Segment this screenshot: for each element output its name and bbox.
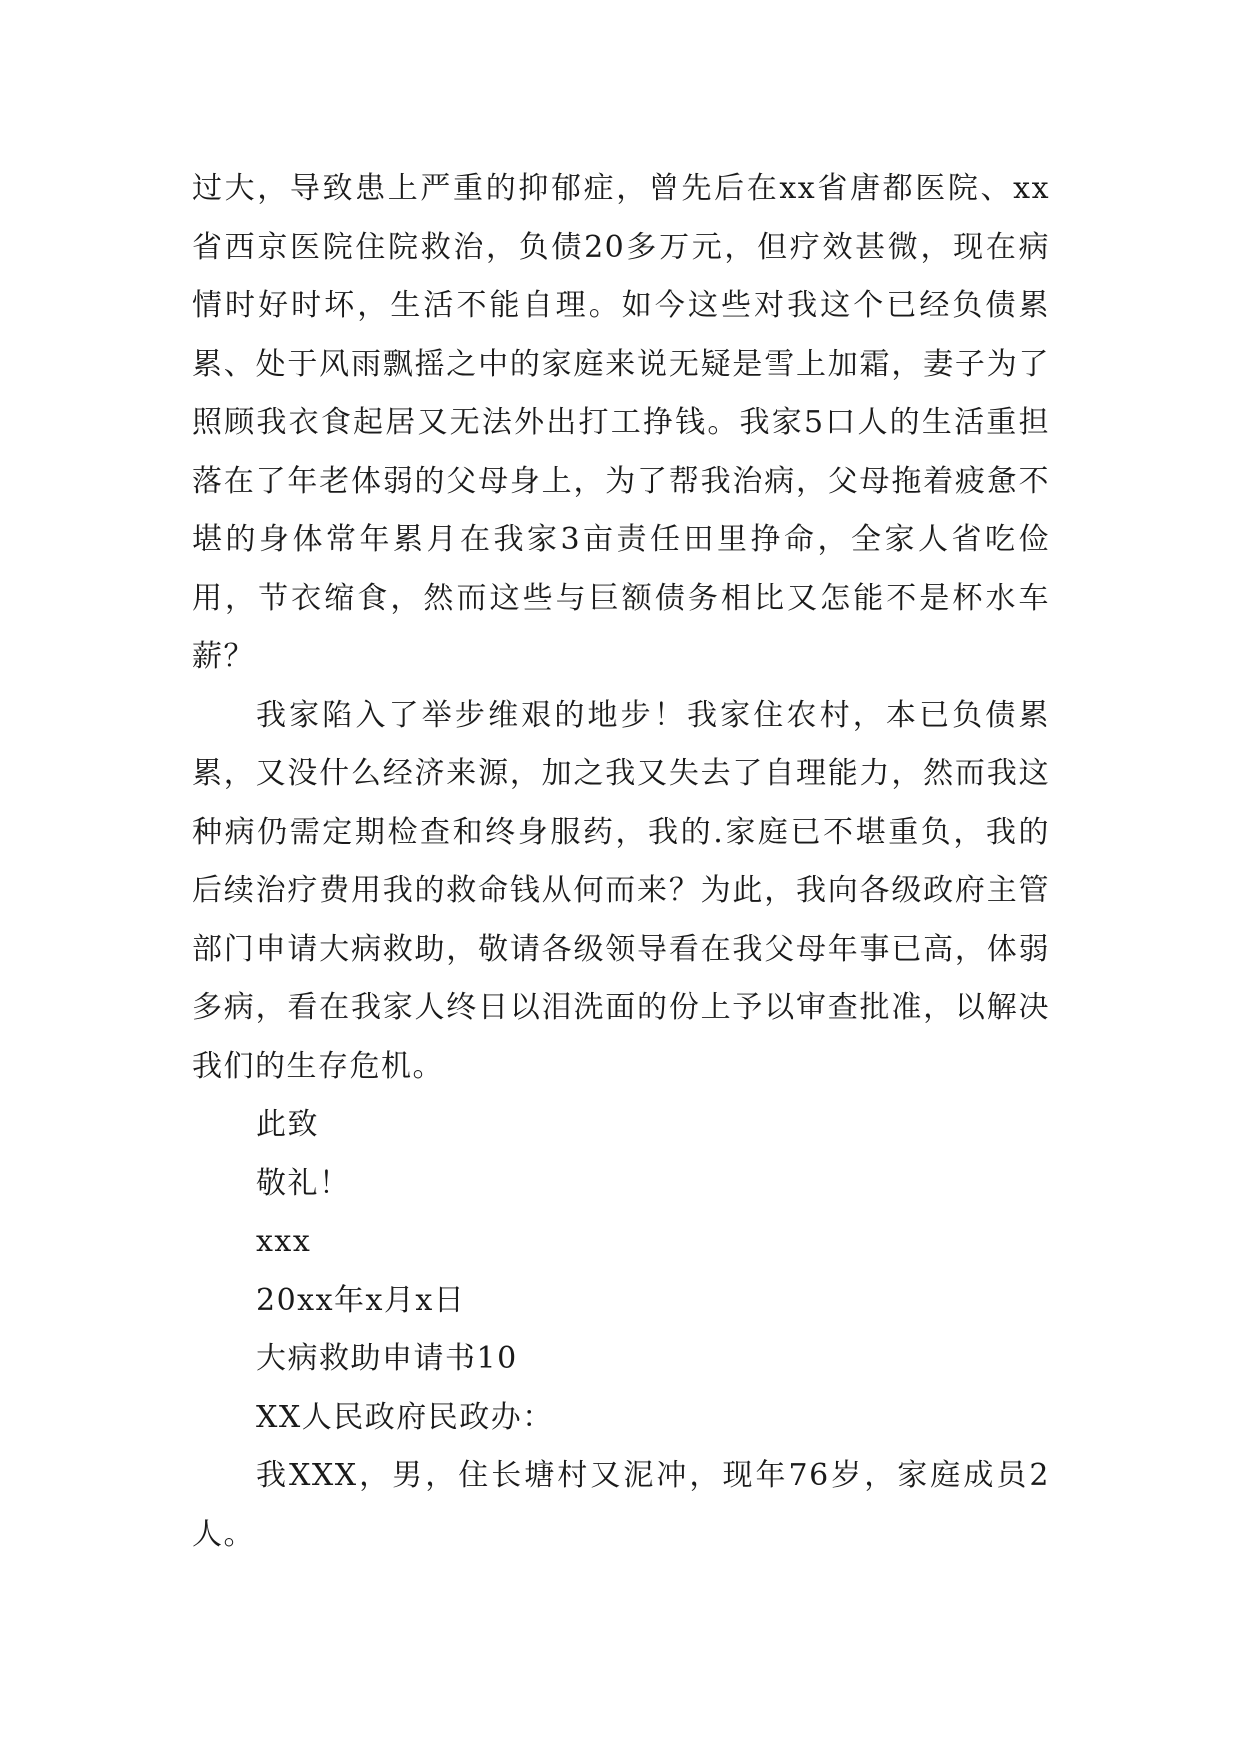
body-paragraph-continued: 过大，导致患上严重的抑郁症，曾先后在xx省唐都医院、xx省西京医院住院救治，负债20多万元，但疗效甚微，现在病情时好时坏，生活不能自理。如今这些对我这个已经负债累累、处于风雨飘摇之中的家庭来说无疑是雪上加霜，妻子为了照顾我衣食起居又无法外出打工挣钱。我家5口人的生活重担落在了年老体弱的父母身上，为了帮我治病，父母拖着疲惫不堪的身体常年累月在我家3亩责任田里挣命，全家人省吃俭用，节衣缩食，然而这些与巨额债务相比又怎能不是杯水车薪？ [192,171,1050,674]
body-paragraph: 我家陷入了举步维艰的地步！我家住农村，本已负债累累，又没什么经济来源，加之我又失去了自理能力，然而我这种病仍需定期检查和终身服药，我的.家庭已不堪重负，我的后续治疗费用我的救命钱从何而来？为此，我向各级政府主管部门申请大病救助，敬请各级领导看在我父母年事已高，体弱多病，看在我家人终日以泪洗面的份上予以审查批准，以解决我们的生存危机。 [192,697,1050,1084]
signature: xxx [256,1224,312,1259]
closing-phrase: 此致 [256,1107,319,1142]
date-line: 20xx年x月x日 [256,1282,466,1318]
salutation: XX人民政府民政办： [256,1399,554,1435]
body-paragraph: 我XXX，男，住长塘村又泥冲，现年76岁，家庭成员2人。 [192,1458,1050,1552]
section-title: 大病救助申请书10 [256,1341,518,1376]
closing-salute: 敬礼！ [256,1165,351,1201]
document-body [192,160,1050,1564]
